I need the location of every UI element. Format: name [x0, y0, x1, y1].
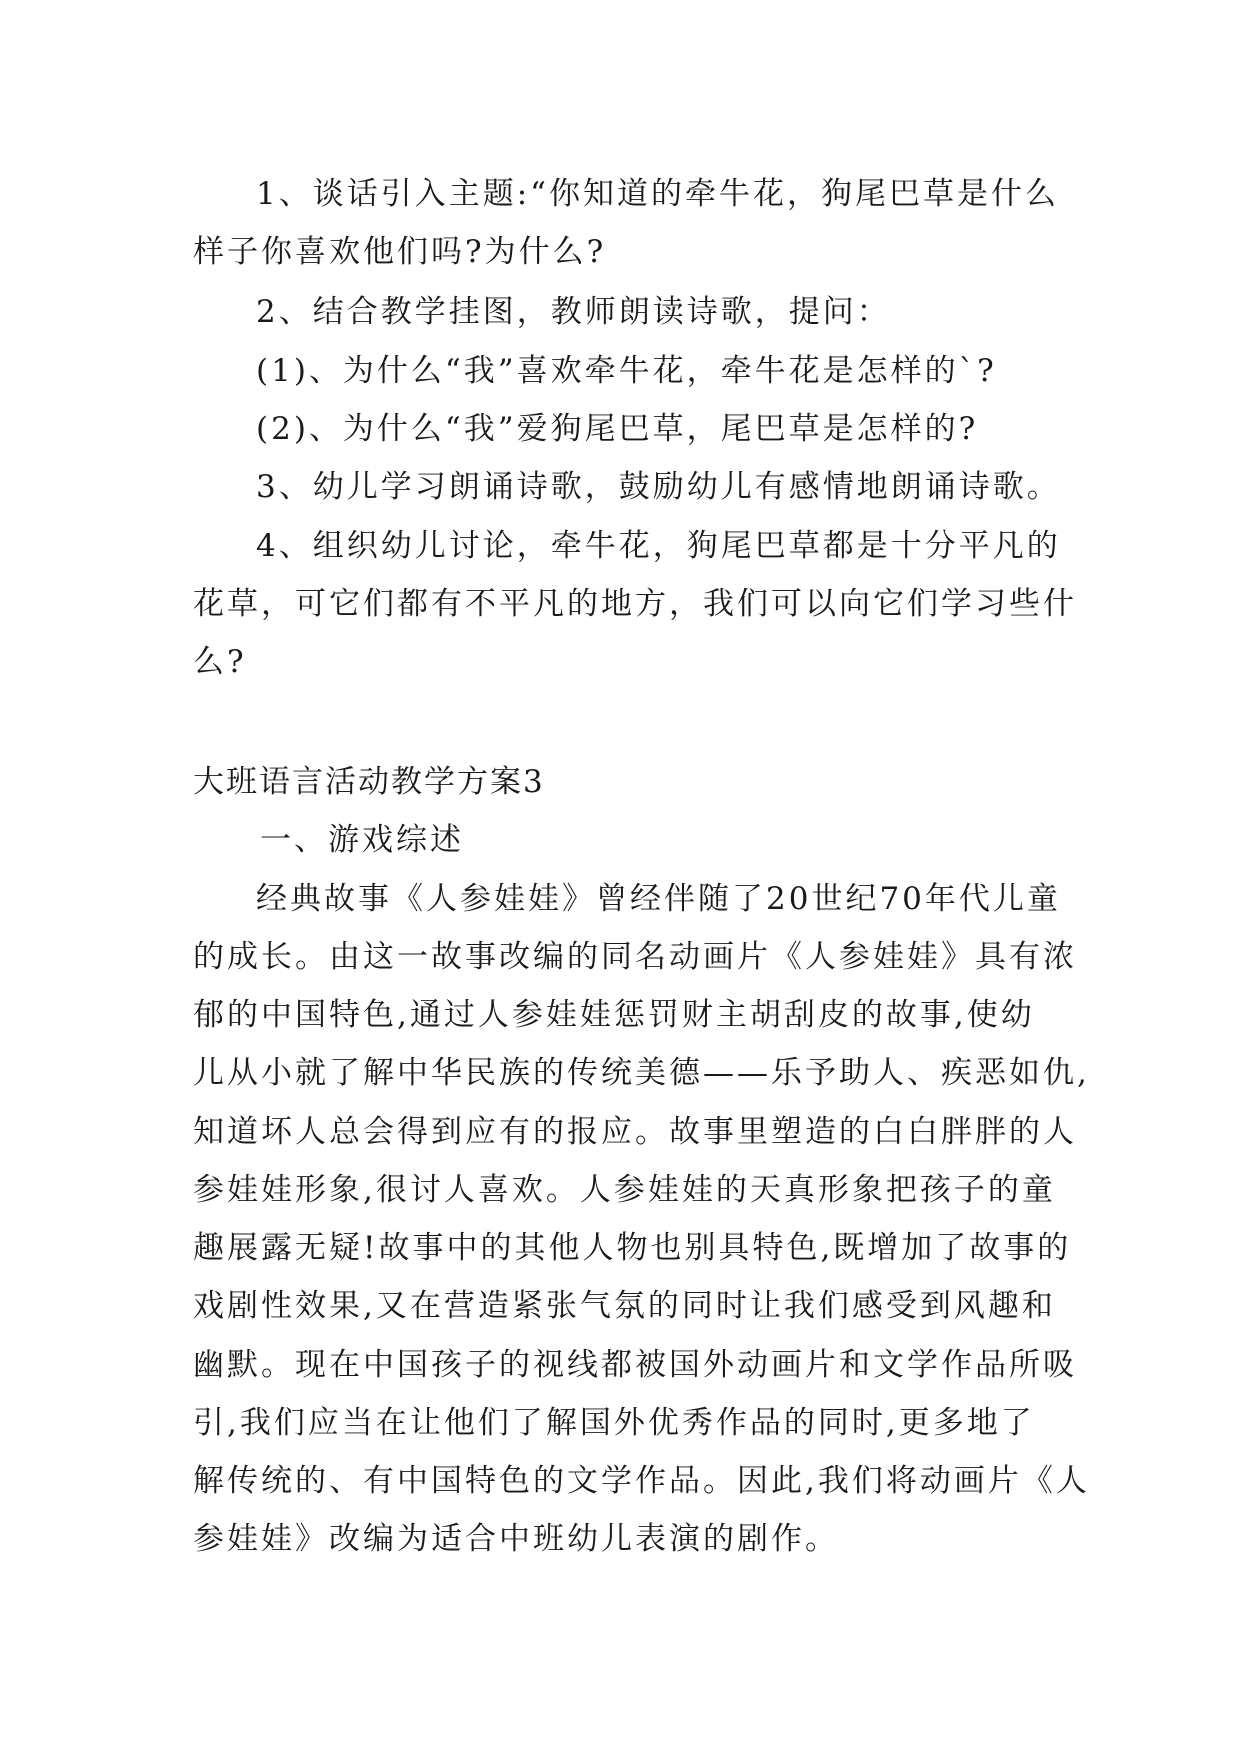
step-4-line-1: 4、组织幼儿讨论，牵牛花，狗尾巴草都是十分平凡的: [256, 528, 1061, 564]
paragraph-line: 的成长。由这一故事改编的同名动画片《人参娃娃》具有浓: [193, 939, 1077, 975]
paragraph-line: 经典故事《人参娃娃》曾经伴随了20世纪70年代儿童: [256, 881, 1061, 917]
paragraph-line: 幽默。现在中国孩子的视线都被国外动画片和文学作品所吸: [193, 1347, 1077, 1383]
step-1-line-2: 样子你喜欢他们吗?为什么?: [193, 234, 607, 270]
step-2: 2、结合教学挂图，教师朗读诗歌，提问：: [256, 294, 891, 330]
paragraph-line: 参娃娃形象,很讨人喜欢。人参娃娃的天真形象把孩子的童: [193, 1172, 1056, 1208]
subheading: 一、游戏综述: [260, 822, 464, 858]
step-4-line-3: 么?: [193, 644, 247, 680]
paragraph-line: 儿从小就了解中华民族的传统美德——乐予助人、疾恶如仇,: [193, 1055, 1090, 1091]
paragraph-line: 解传统的、有中国特色的文学作品。因此,我们将动画片《人: [193, 1463, 1090, 1499]
step-4-line-2: 花草，可它们都有不平凡的地方，我们可以向它们学习些什: [193, 586, 1077, 622]
step-3: 3、幼儿学习朗诵诗歌，鼓励幼儿有感情地朗诵诗歌。: [256, 469, 1061, 505]
paragraph-line: 知道坏人总会得到应有的报应。故事里塑造的白白胖胖的人: [193, 1114, 1077, 1150]
paragraph-line: 趣展露无疑!故事中的其他人物也别具特色,既增加了故事的: [193, 1230, 1072, 1266]
paragraph-line: 引,我们应当在让他们了解国外优秀作品的同时,更多地了: [193, 1405, 1035, 1441]
paragraph-line: 参娃娃》改编为适合中班幼儿表演的剧作。: [193, 1521, 839, 1557]
paragraph-line: 郁的中国特色,通过人参娃娃惩罚财主胡刮皮的故事,使幼: [193, 997, 1035, 1033]
section-title: 大班语言活动教学方案3: [193, 764, 545, 800]
paragraph-line: 戏剧性效果,又在营造紧张气氛的同时让我们感受到风趣和: [193, 1288, 1056, 1324]
question-1: (1)、为什么“我”喜欢牵牛花，牵牛花是怎样的`?: [256, 353, 997, 389]
step-1-line-1: 1、谈话引入主题:“你知道的牵牛花，狗尾巴草是什么: [256, 176, 1060, 212]
question-2: (2)、为什么“我”爱狗尾巴草，尾巴草是怎样的?: [256, 411, 979, 447]
